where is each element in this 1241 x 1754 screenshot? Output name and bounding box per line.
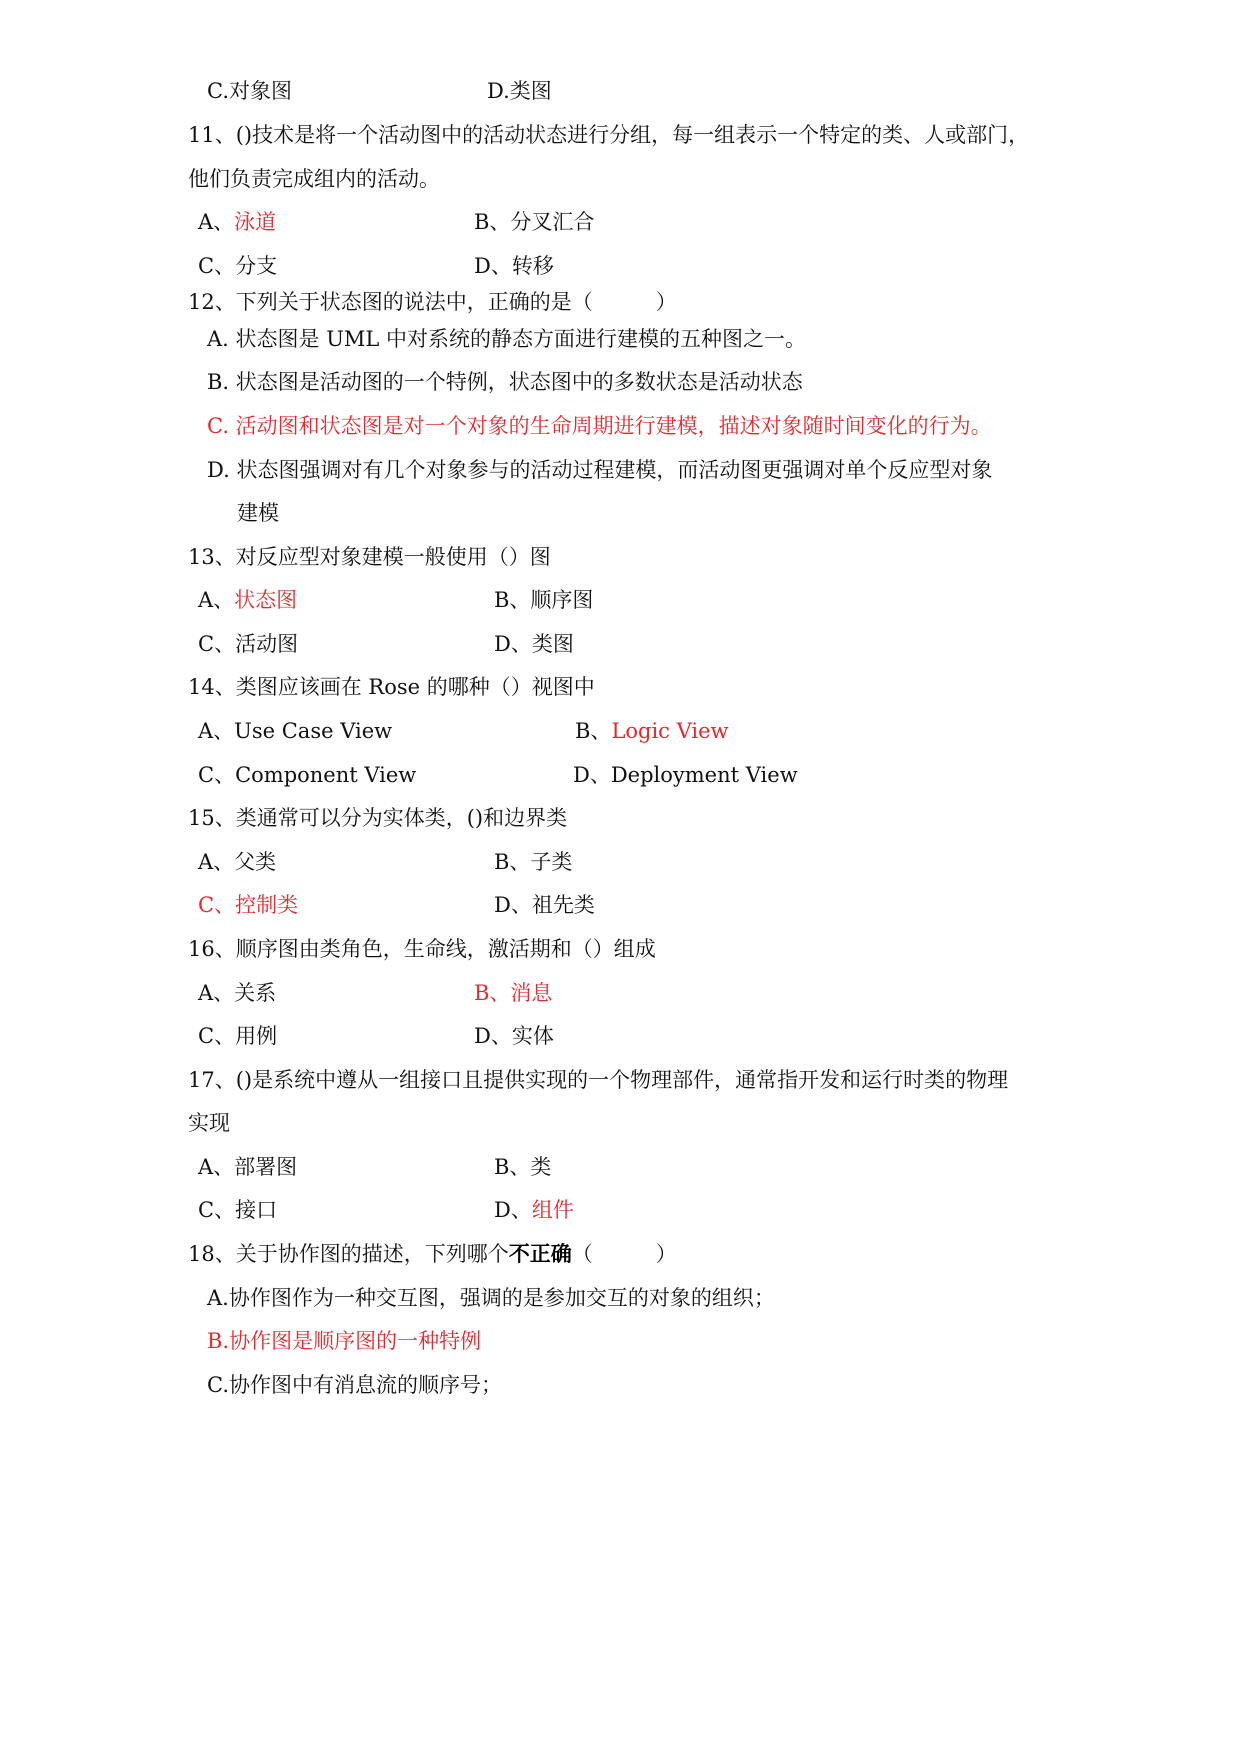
q12-option-b: B. 状态图是活动图的一个特例，状态图中的多数状态是活动状态 (207, 370, 803, 394)
q11-option-b: B、分叉汇合 (474, 210, 595, 234)
q14-option-b (575, 718, 729, 744)
q15-option-c-answer: C、控制类 (198, 893, 299, 917)
q13-option-d: D、类图 (494, 632, 574, 656)
q14-option-b-prefix: B、 (575, 719, 612, 743)
q11-option-a-answer: 泳道 (234, 210, 277, 234)
q11-option-a (198, 209, 276, 235)
q14-stem: 14、类图应该画在 Rose 的哪种（）视图中 (188, 675, 595, 699)
q11-stem-line1: 11、()技术是将一个活动图中的活动状态进行分组，每一组表示一个特定的类、人或部门， (188, 123, 1030, 147)
q12-option-a: A. 状态图是 UML 中对系统的静态方面进行建模的五种图之一。 (207, 327, 807, 351)
q15-stem: 15、类通常可以分为实体类，()和边界类 (188, 806, 568, 830)
q17-stem-line1: 17、()是系统中遵从一组接口且提供实现的一个物理部件，通常指开发和运行时类的物理 (188, 1068, 1009, 1092)
q12-option-d-line2: 建模 (237, 501, 279, 525)
q13-option-a-prefix: A、 (198, 588, 235, 612)
q12-option-d-line1: D. 状态图强调对有几个对象参与的活动过程建模，而活动图更强调对单个反应型对象 (207, 458, 993, 482)
q16-option-b-answer: B、消息 (474, 981, 553, 1005)
q13-option-b: B、顺序图 (494, 588, 594, 612)
q17-option-a: A、部署图 (198, 1155, 298, 1179)
q16-stem: 16、顺序图由类角色，生命线，激活期和（）组成 (188, 937, 656, 961)
q14-option-d: D、Deployment View (573, 763, 798, 787)
q12-option-c-answer: C. 活动图和状态图是对一个对象的生命周期进行建模，描述对象随时间变化的行为。 (207, 414, 992, 438)
q14-option-c: C、Component View (198, 763, 417, 787)
q18-stem-start: 18、关于协作图的描述，下列哪个 (188, 1242, 509, 1266)
q18-option-b-answer: B.协作图是顺序图的一种特例 (207, 1329, 482, 1353)
q12-stem: 12、下列关于状态图的说法中，正确的是（ ） (188, 290, 677, 314)
q15-option-d: D、祖先类 (494, 893, 595, 917)
q17-option-d (494, 1197, 574, 1223)
q10-option-d: D.类图 (487, 79, 552, 103)
q16-option-c: C、用例 (198, 1024, 278, 1048)
q18-stem-end: （ ） (571, 1242, 677, 1266)
q13-option-a (198, 587, 297, 613)
q17-option-c: C、接口 (198, 1198, 278, 1222)
q13-option-a-answer: 状态图 (234, 588, 298, 612)
q17-option-b: B、类 (494, 1155, 552, 1179)
q13-stem: 13、对反应型对象建模一般使用（）图 (188, 545, 551, 569)
q16-option-a: A、关系 (198, 981, 277, 1005)
q11-option-a-prefix: A、 (198, 210, 235, 234)
q17-stem-line2: 实现 (188, 1111, 230, 1135)
q17-option-d-prefix: D、 (494, 1198, 532, 1222)
q18-stem-emphasis: 不正确 (508, 1241, 572, 1266)
q10-option-c: C.对象图 (207, 79, 292, 103)
q13-option-c: C、活动图 (198, 632, 299, 656)
q11-option-c: C、分支 (198, 254, 278, 278)
q17-option-d-answer: 组件 (531, 1198, 574, 1222)
q11-stem-line2: 他们负责完成组内的活动。 (188, 167, 440, 191)
q14-option-b-answer: Logic View (611, 719, 729, 743)
q14-option-a: A、Use Case View (198, 719, 393, 743)
q15-option-b: B、子类 (494, 850, 573, 874)
q18-option-a: A.协作图作为一种交互图，强调的是参加交互的对象的组织； (207, 1286, 775, 1310)
q11-option-d: D、转移 (474, 254, 554, 278)
q15-option-a: A、父类 (198, 850, 277, 874)
q18-option-c: C.协作图中有消息流的顺序号； (207, 1373, 502, 1397)
q16-option-d: D、实体 (474, 1024, 554, 1048)
q18-stem (188, 1241, 677, 1267)
